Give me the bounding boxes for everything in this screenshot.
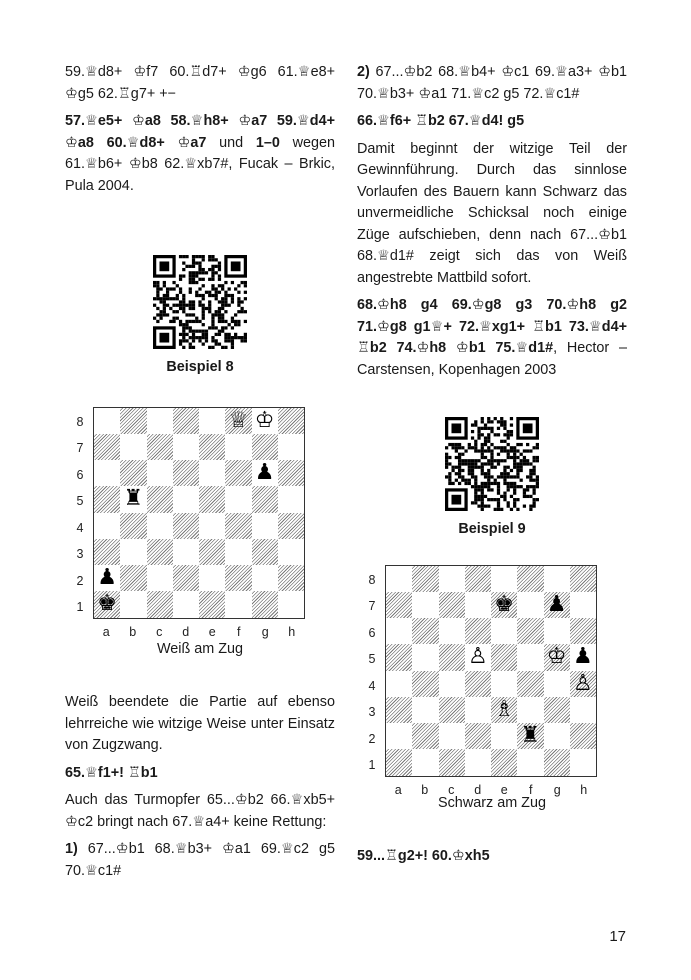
board8-file-label-d: d xyxy=(182,624,190,639)
board9-square-e7 xyxy=(491,592,517,618)
board8-square-e5 xyxy=(199,486,225,512)
board9-file-label-h: h xyxy=(580,782,588,797)
board9-rank-label-8: 8 xyxy=(368,572,376,587)
board9-square-e4 xyxy=(491,671,517,697)
board9-square-d8 xyxy=(465,566,491,592)
right-para-2: 66.♕f6+ ♖b2 67.♕d4! g5 xyxy=(357,113,525,129)
board9-square-a3 xyxy=(386,697,412,723)
board9-square-d2 xyxy=(465,723,491,749)
right-column xyxy=(357,62,627,874)
board8-square-b8 xyxy=(120,408,146,434)
board9-square-a7 xyxy=(386,592,412,618)
board8-square-b5 xyxy=(120,486,146,512)
board8-rank-label-7: 7 xyxy=(76,441,84,456)
example-9-caption: Beispiel 9 xyxy=(458,521,526,537)
chess-board-8-area xyxy=(65,399,335,639)
board9-square-c8 xyxy=(439,566,465,592)
board8-square-d1 xyxy=(173,591,199,617)
left-para-1: 59.♕d8+ ♔f7 60.♖d7+ ♔g6 61.♕e8+ ♔g5 62.♖g7+ +− xyxy=(65,64,335,102)
board8-square-c8 xyxy=(147,408,173,434)
right-para-1 xyxy=(357,62,627,105)
board8-square-g6 xyxy=(252,460,278,486)
board9-square-b2 xyxy=(412,723,438,749)
board9-square-e3 xyxy=(491,697,517,723)
board8-square-a2 xyxy=(94,565,120,591)
board9-rank-label-6: 6 xyxy=(368,625,376,640)
board8-square-h8 xyxy=(278,408,304,434)
board9-square-d4 xyxy=(465,671,491,697)
board8-rank-label-2: 2 xyxy=(76,573,84,588)
board9-square-b1 xyxy=(412,749,438,775)
board8-square-g3 xyxy=(252,539,278,565)
board8-square-f1 xyxy=(225,591,251,617)
board8-black-piece-a1: ♚ xyxy=(97,591,117,617)
board8-square-a4 xyxy=(94,513,120,539)
board9-square-f6 xyxy=(517,618,543,644)
left-para-4: 65.♕f1+! ♖b1 xyxy=(65,764,158,781)
board9-square-b5 xyxy=(412,644,438,670)
board9-square-d6 xyxy=(465,618,491,644)
chess-board-9-area xyxy=(357,559,627,797)
board9-square-b8 xyxy=(412,566,438,592)
left-para-6 xyxy=(65,839,335,882)
board8-square-h5 xyxy=(278,486,304,512)
board9-square-c6 xyxy=(439,618,465,644)
board8-file-label-c: c xyxy=(156,624,163,639)
board9-square-b7 xyxy=(412,592,438,618)
board8-square-d3 xyxy=(173,539,199,565)
board9-square-c7 xyxy=(439,592,465,618)
board8-file-label-g: g xyxy=(261,624,269,639)
board9-file-label-e: e xyxy=(500,782,508,797)
board8-square-g5 xyxy=(252,486,278,512)
board9-file-label-d: d xyxy=(474,782,482,797)
left-para-2-moves: 57.♕e5+ ♔a8 58.♕h8+ ♔a7 59.♕d4+ ♔a8 60.♕d8+ ♔a7 xyxy=(65,113,335,151)
qr-code-9[interactable] xyxy=(445,417,539,511)
board8-square-d5 xyxy=(173,486,199,512)
board9-square-h2 xyxy=(570,723,596,749)
board9-square-g5 xyxy=(544,644,570,670)
board8-square-g2 xyxy=(252,565,278,591)
board8-square-c6 xyxy=(147,460,173,486)
qr-code-8-wrap xyxy=(65,255,335,349)
board9-rank-label-3: 3 xyxy=(368,705,376,720)
board8-file-label-e: e xyxy=(208,624,216,639)
board9-rank-label-5: 5 xyxy=(368,652,376,667)
board9-square-e1 xyxy=(491,749,517,775)
board9-black-piece-f2: ♜ xyxy=(520,723,541,749)
board9-square-d3 xyxy=(465,697,491,723)
board8-square-e2 xyxy=(199,565,225,591)
board8-square-b2 xyxy=(120,565,146,591)
board8-rank-label-6: 6 xyxy=(76,467,84,482)
chess-board-8 xyxy=(93,407,305,619)
board8-square-g4 xyxy=(252,513,278,539)
board8-square-h3 xyxy=(278,539,304,565)
board9-rank-label-4: 4 xyxy=(368,678,376,693)
board8-white-piece-f8: ♕ xyxy=(228,407,249,433)
right-para-4-moves: 68.♔h8 g4 69.♔g8 g3 70.♔h8 g2 71.♔g8 g1♕+ 72.♕xg1+ ♖b1 73.♕d4+ ♖b2 74.♔h8 ♔b1 75.♕d1# xyxy=(357,297,627,356)
board8-black-piece-b5: ♜ xyxy=(123,486,144,512)
board9-square-b3 xyxy=(412,697,438,723)
board9-square-g8 xyxy=(544,566,570,592)
board9-white-piece-d5: ♙ xyxy=(468,644,488,670)
board8-square-f8 xyxy=(225,408,251,434)
board8-square-c5 xyxy=(147,486,173,512)
board8-square-g8 xyxy=(252,408,278,434)
qr-code-8[interactable] xyxy=(153,255,247,349)
board8-rank-label-5: 5 xyxy=(76,494,84,509)
board9-square-g1 xyxy=(544,749,570,775)
board-9-status: Schwarz am Zug xyxy=(438,794,546,811)
board8-square-d2 xyxy=(173,565,199,591)
board9-square-f5 xyxy=(517,644,543,670)
board9-rank-label-2: 2 xyxy=(368,731,376,746)
board8-file-label-a: a xyxy=(102,624,110,639)
board9-square-d1 xyxy=(465,749,491,775)
board9-square-c1 xyxy=(439,749,465,775)
board8-square-c2 xyxy=(147,565,173,591)
board8-square-a3 xyxy=(94,539,120,565)
board9-square-f2 xyxy=(517,723,543,749)
board9-square-c3 xyxy=(439,697,465,723)
board8-white-piece-g8: ♔ xyxy=(254,407,275,433)
board9-black-piece-h5: ♟ xyxy=(573,644,593,670)
board9-square-e2 xyxy=(491,723,517,749)
board9-file-label-c: c xyxy=(448,782,455,797)
board8-rank-label-4: 4 xyxy=(76,520,84,535)
left-para-2-rest: wegen 61.♕b6+ ♔b8 62.♕xb7#, Fucak – Brkic, Pula 2004. xyxy=(65,134,335,194)
board8-square-g7 xyxy=(252,434,278,460)
chess-board-9 xyxy=(385,565,597,777)
board8-rank-label-8: 8 xyxy=(76,414,84,429)
board9-white-piece-e3: ♗ xyxy=(494,696,514,722)
qr-code-9-wrap xyxy=(357,417,627,511)
board9-square-e6 xyxy=(491,618,517,644)
board8-rank-label-3: 3 xyxy=(76,547,84,562)
board9-square-a2 xyxy=(386,723,412,749)
left-para-6-rest: 67...♔b1 68.♕b3+ ♔a1 69.♕c2 g5 70.♕c1# xyxy=(65,841,335,879)
board8-square-e7 xyxy=(199,434,225,460)
board9-square-f3 xyxy=(517,697,543,723)
board9-square-c5 xyxy=(439,644,465,670)
right-para-4 xyxy=(357,295,627,381)
board8-square-c4 xyxy=(147,513,173,539)
board8-square-b1 xyxy=(120,591,146,617)
board9-square-g4 xyxy=(544,671,570,697)
board9-file-label-f: f xyxy=(529,782,533,797)
board8-square-f2 xyxy=(225,565,251,591)
board9-square-d7 xyxy=(465,592,491,618)
board9-square-a1 xyxy=(386,749,412,775)
board9-square-d5 xyxy=(465,644,491,670)
board9-square-a6 xyxy=(386,618,412,644)
board9-square-h7 xyxy=(570,592,596,618)
left-para-5: Auch das Turmopfer 65...♔b2 66.♕xb5+ ♔c2 bringt nach 67.♕a4+ keine Rettung: xyxy=(65,792,335,830)
board9-square-g2 xyxy=(544,723,570,749)
board8-square-a1 xyxy=(94,591,120,617)
board9-square-c2 xyxy=(439,723,465,749)
board9-square-f1 xyxy=(517,749,543,775)
board9-square-a4 xyxy=(386,671,412,697)
board8-square-f4 xyxy=(225,513,251,539)
board8-square-a8 xyxy=(94,408,120,434)
board8-square-h7 xyxy=(278,434,304,460)
board9-square-a8 xyxy=(386,566,412,592)
board9-square-e8 xyxy=(491,566,517,592)
board9-square-b4 xyxy=(412,671,438,697)
board8-square-e4 xyxy=(199,513,225,539)
board8-square-f5 xyxy=(225,486,251,512)
board8-square-e3 xyxy=(199,539,225,565)
board8-square-h4 xyxy=(278,513,304,539)
board9-square-h6 xyxy=(570,618,596,644)
board9-square-f7 xyxy=(517,592,543,618)
board8-rank-label-1: 1 xyxy=(76,600,84,615)
board8-square-f6 xyxy=(225,460,251,486)
left-para-3: Weiß beendete die Partie auf ebenso lehrreiche wie witzige Weise unter Einsatz von Zugzwang. xyxy=(65,694,335,753)
board9-square-g3 xyxy=(544,697,570,723)
board9-square-f4 xyxy=(517,671,543,697)
board9-black-piece-e7: ♚ xyxy=(494,591,514,617)
right-para-4-rest: , Hector – Carstensen, Kopenhagen 2003 xyxy=(357,340,627,378)
board8-file-label-h: h xyxy=(288,624,296,639)
example-8-caption: Beispiel 8 xyxy=(166,359,234,375)
board8-square-f3 xyxy=(225,539,251,565)
board8-square-b4 xyxy=(120,513,146,539)
board9-square-f8 xyxy=(517,566,543,592)
right-final-move: 59...♖g2+! 60.♔xh5 xyxy=(357,848,490,864)
right-para-1-rest: 67...♔b2 68.♕b4+ ♔c1 69.♕a3+ ♔b1 70.♕b3+ ♔a1 71.♕c2 g5 72.♕c1# xyxy=(357,64,627,102)
left-para-2 xyxy=(65,111,335,197)
left-para-2-und: und xyxy=(206,134,256,151)
board-8-status: Weiß am Zug xyxy=(156,640,244,657)
board8-square-c1 xyxy=(147,591,173,617)
board9-square-h8 xyxy=(570,566,596,592)
board8-file-label-f: f xyxy=(237,624,241,639)
board8-black-piece-a2: ♟ xyxy=(97,565,117,591)
board8-square-c7 xyxy=(147,434,173,460)
board8-square-d8 xyxy=(173,408,199,434)
board9-file-label-a: a xyxy=(394,782,402,797)
board8-square-h2 xyxy=(278,565,304,591)
board8-square-e8 xyxy=(199,408,225,434)
board9-square-g6 xyxy=(544,618,570,644)
board8-square-d6 xyxy=(173,460,199,486)
left-para-6-num: 1) xyxy=(65,841,78,857)
board9-square-a5 xyxy=(386,644,412,670)
board8-square-f7 xyxy=(225,434,251,460)
right-para-1-num: 2) xyxy=(357,64,370,80)
board8-square-h1 xyxy=(278,591,304,617)
left-para-2-result: 1–0 xyxy=(255,134,280,151)
board8-square-e6 xyxy=(199,460,225,486)
board9-rank-label-7: 7 xyxy=(368,599,376,614)
board8-square-a7 xyxy=(94,434,120,460)
board9-square-b6 xyxy=(412,618,438,644)
board8-square-b3 xyxy=(120,539,146,565)
board8-file-label-b: b xyxy=(129,624,137,639)
board8-square-d4 xyxy=(173,513,199,539)
board9-white-piece-g5: ♔ xyxy=(546,644,567,670)
board9-file-label-g: g xyxy=(553,782,561,797)
board9-square-e5 xyxy=(491,644,517,670)
board8-square-b7 xyxy=(120,434,146,460)
board8-square-h6 xyxy=(278,460,304,486)
board8-square-a6 xyxy=(94,460,120,486)
board9-file-label-b: b xyxy=(421,782,429,797)
board9-rank-label-1: 1 xyxy=(368,758,376,773)
board9-square-h5 xyxy=(570,644,596,670)
page-number: 17 xyxy=(609,928,626,945)
board9-square-h3 xyxy=(570,697,596,723)
left-column xyxy=(65,62,335,888)
board8-square-g1 xyxy=(252,591,278,617)
right-para-3: Damit beginnt der witzige Teil der Gewinnführung. Durch das sinnlose Vorlaufen des Bauern kann Schwarz das unvermeidliche Schicksal noch einige Züge aufschieben, denn nach 67...♔b1 68.♕d1# zeigt sich das von Weiß angestrebte Mattbild sofort. xyxy=(357,140,627,286)
board9-square-h1 xyxy=(570,749,596,775)
board8-square-c3 xyxy=(147,539,173,565)
board8-black-piece-g6: ♟ xyxy=(254,460,275,486)
board8-square-b6 xyxy=(120,460,146,486)
board9-square-g7 xyxy=(544,592,570,618)
board9-square-c4 xyxy=(439,671,465,697)
board9-white-piece-h4: ♙ xyxy=(573,670,593,696)
board9-black-piece-g7: ♟ xyxy=(546,591,567,617)
board8-square-d7 xyxy=(173,434,199,460)
board9-square-h4 xyxy=(570,671,596,697)
board8-square-e1 xyxy=(199,591,225,617)
board8-square-a5 xyxy=(94,486,120,512)
